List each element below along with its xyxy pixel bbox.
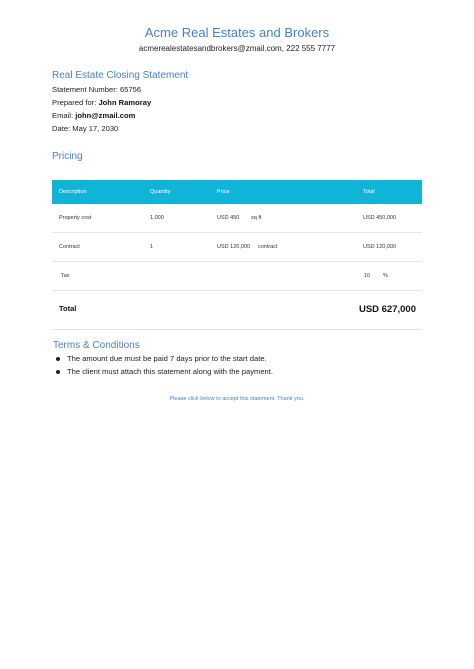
col-description: Description	[59, 189, 87, 195]
row-price: USD 120,000	[217, 244, 251, 250]
statement-number	[52, 85, 141, 94]
date	[52, 124, 118, 133]
prepared-for-value: John Ramoray	[98, 98, 152, 107]
email-label: Email:	[52, 111, 76, 120]
date-label: Date:	[52, 124, 73, 133]
row-total: USD 450,000	[363, 215, 397, 221]
total-label: Total	[59, 304, 77, 313]
table-row	[52, 204, 422, 233]
prepared-for-label: Prepared for:	[52, 98, 99, 107]
pricing-table	[52, 180, 422, 330]
total-value: USD 627,000	[358, 304, 416, 315]
accept-note[interactable]: Please click below to accept this statement. Thank you.	[169, 396, 305, 402]
terms-title: Terms & Conditions	[53, 340, 140, 351]
table-row	[52, 233, 422, 262]
tax-row	[52, 262, 422, 291]
col-total: Total	[363, 189, 375, 195]
row-total: USD 120,000	[363, 244, 397, 250]
terms-item-text: The amount due must be paid 7 days prior to the start date.	[67, 354, 267, 363]
col-price: Price	[217, 189, 230, 195]
email	[52, 111, 135, 120]
date-value: May 17, 2030	[72, 124, 119, 133]
terms-item-text: The client must attach this statement along with the payment.	[67, 367, 273, 376]
row-quantity: 1	[150, 244, 154, 250]
col-quantity: Quantity	[150, 189, 171, 195]
total-row	[52, 291, 422, 330]
row-unit: sq ft	[251, 215, 262, 221]
list-item	[54, 365, 273, 378]
row-description: Contract	[59, 244, 80, 250]
pricing-table-header	[52, 180, 422, 204]
company-name: Acme Real Estates and Brokers	[144, 25, 330, 40]
bullet-icon	[56, 370, 60, 374]
statement-number-value: 65756	[119, 85, 142, 94]
tax-value: 10	[364, 273, 371, 279]
row-quantity: 1,000	[150, 215, 164, 221]
row-description: Property cost	[59, 215, 92, 221]
bullet-icon	[56, 357, 60, 361]
list-item	[54, 352, 273, 365]
statement-title: Real Estate Closing Statement	[52, 70, 189, 81]
prepared-for	[52, 98, 151, 107]
row-unit: contract	[258, 244, 278, 250]
statement-number-label: Statement Number:	[52, 85, 120, 94]
tax-label: Tax	[61, 273, 70, 279]
company-contact: acmerealestatesandbrokers@zmail.com, 222 555 7777	[138, 44, 336, 53]
email-value: john@zmail.com	[75, 111, 136, 120]
pricing-title: Pricing	[52, 151, 83, 162]
terms-list	[54, 352, 273, 378]
row-price: USD 450	[217, 215, 240, 221]
tax-unit: %	[383, 273, 388, 279]
